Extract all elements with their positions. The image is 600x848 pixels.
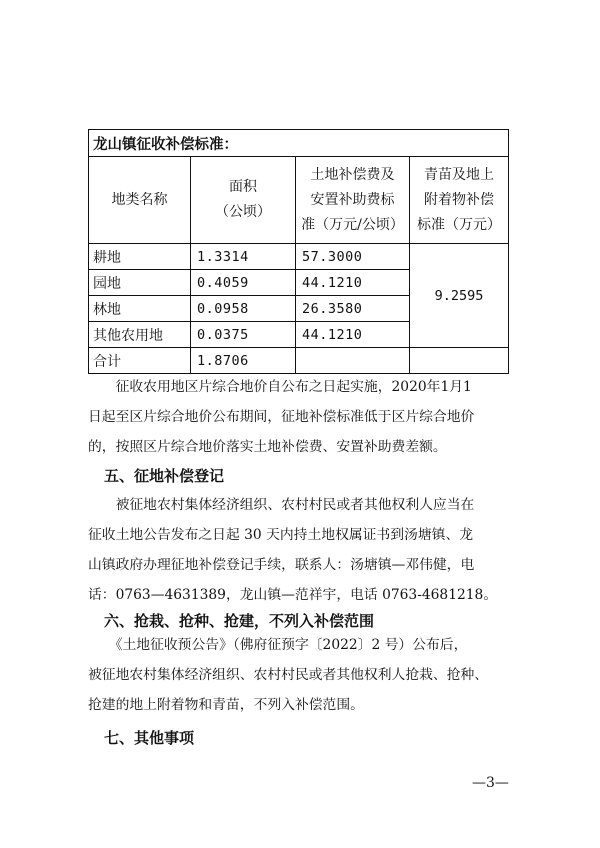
section-heading-5: 五、征地补偿登记 [104,467,225,485]
row-name: 林地 [89,296,191,322]
row-name: 耕地 [89,244,191,270]
total-crop-empty [410,348,509,374]
header-land-compensation: 土地补偿费及 安置补助费标 准（万元/公顷） [296,157,410,244]
row-standard: 44.1210 [296,270,410,296]
table-row [89,244,509,270]
row-area: 0.4059 [191,270,296,296]
row-standard: 26.3580 [296,296,410,322]
row-standard: 57.3000 [296,244,410,270]
compensation-table [88,129,509,374]
row-name: 园地 [89,270,191,296]
row-area: 0.0375 [191,322,296,348]
total-label: 合计 [89,348,191,374]
total-area: 1.8706 [191,348,296,374]
row-standard: 44.1210 [296,322,410,348]
table-total-row [89,348,509,374]
section-heading-6: 六、抢栽、抢种、抢建，不列入补偿范围 [104,612,375,630]
header-area: 面积 （公顷） [191,157,296,244]
crop-compensation-value: 9.2595 [410,244,509,348]
page-number: —3— [472,775,509,791]
row-area: 0.0958 [191,296,296,322]
row-area: 1.3314 [191,244,296,270]
table-caption: 龙山镇征收补偿标准： [89,130,509,157]
header-land-type: 地类名称 [89,157,191,244]
row-name: 其他农用地 [89,322,191,348]
paragraph-registration: 被征地农村集体经济组织、农村村民或者其他权利人应当在 征收土地公告发布之日起 30 天内持土地权属证书到汤塘镇、龙 山镇政府办理征地补偿登记手续，联系人：汤塘镇—邓伟健，电 话：0763—4631389，龙山镇—范祥宇，电话 0763-4681218。 [88,497,498,603]
total-standard-empty [296,348,410,374]
paragraph-land-price: 征收农用地区片综合地价自公布之日起实施，2020年1月1 日起至区片综合地价公布期间，征地补偿标准低于区片综合地价 的，按照区片综合地价落实土地补偿费、安置补助费差额。 [88,379,475,455]
paragraph-no-compensation: 《土地征收预公告》（佛府征预字〔2022〕2 号）公布后， 被征地农村集体经济组织、农村村民或者其他权利人抢栽、抢种、 抢建的地上附着物和青苗，不列入补偿范围。 [88,637,489,713]
header-crop-compensation: 青苗及地上 附着物补偿 标准（万元） [410,157,509,244]
section-heading-7: 七、其他事项 [104,729,195,747]
